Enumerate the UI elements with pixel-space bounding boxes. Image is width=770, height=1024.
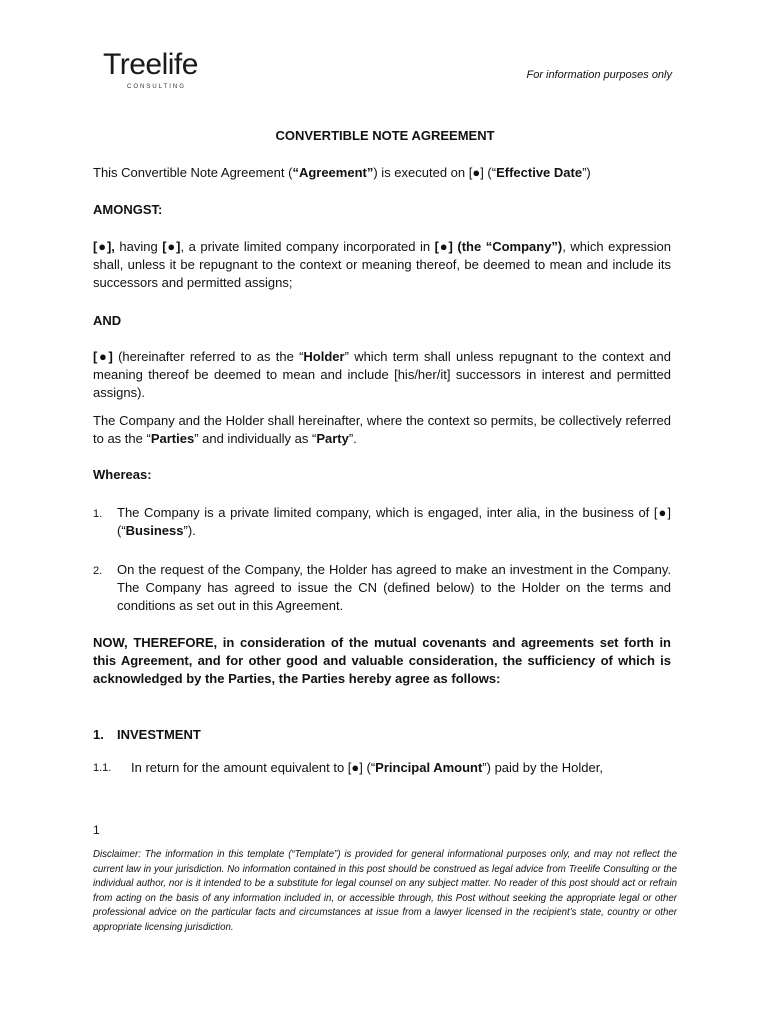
intro-text-a: This Convertible Note Agreement ( [93,165,293,180]
logo-text: Treelife [103,48,198,81]
amongst-heading: AMONGST: [93,202,163,217]
clause-1-1-text-a: In return for the amount equivalent to [●] (“ [131,760,376,775]
page-number: 1 [93,823,100,837]
recital-1-text-c: ”). [183,523,196,538]
parties-text-e: ”. [348,431,357,446]
party1-placeholder: [●], [93,239,115,254]
recital-2-number: 2. [93,565,103,577]
intro-text-e: ”) [582,165,591,180]
whereas-heading: Whereas: [93,467,152,482]
section-1-number: 1. [93,727,104,742]
party1-company-term: [●] (the “Company”) [434,239,563,254]
intro-effective-date-term: Effective Date [496,165,583,180]
party2-placeholder: [●] [93,349,113,364]
info-note: For information purposes only [526,69,672,81]
party2-paragraph [93,348,671,402]
principal-amount-term: Principal Amount [375,760,483,775]
and-heading: AND [93,313,122,328]
party1-text-b: having [114,239,163,254]
recital-2-text: On the request of the Company, the Holder has agreed to make an investment in the Company. The Company has agreed to issue the CN (defined below) to the Holder on the terms and conditions as set out in this Agreement. [117,562,671,613]
party1-paragraph [93,238,671,292]
clause-1-1-text [131,759,671,777]
party1-placeholder-2: [●] [162,239,181,254]
treelife-logo [103,50,223,94]
intro-agreement-term: “Agreement” [292,165,374,180]
recital-1-text-a: The Company is a private limited company, which is engaged, inter alia, in the business of [●] (“ [117,505,671,538]
party1-text-f: , which expression shall, unless it be repugnant to the context or meaning thereof, be deemed to mean and include its successors and permitted assigns; [93,239,671,290]
party2-text-b: (hereinafter referred to as the “ [112,349,304,364]
parties-text-a: The Company and the Holder shall hereinafter, where the context so permits, be collectively referred to as the “ [93,413,671,446]
disclaimer: Disclaimer: The information in this template (“Template”) is provided for general informational purposes only, and may not reflect the current law in your jurisdiction. No information contained in this post should be construed as legal advice from Treelife Consulting or the individual author, nor is it intended to be a substitute for legal counsel on any subject matter. No reader of this post should act or refrain from acting on the basis of any information included in, or accessible through, this Post without seeking the appropriate legal or other professional advice on the particular facts and circumstances at issue from a lawyer licensed in the recipient’s state, country or other appropriate licensing jurisdiction. [93,849,677,933]
recital-1-text [117,504,671,540]
intro-text-c: ) is executed on [●] (“ [373,165,497,180]
intro-paragraph [93,164,671,182]
now-therefore-paragraph: NOW, THEREFORE, in consideration of the mutual covenants and agreements set forth in this Agreement, and for other good and valuable consideration, the sufficiency of which is acknowledged by the Parties, the Parties hereby agree as follows: [93,635,671,686]
parties-paragraph [93,412,671,448]
party2-holder-term: Holder [303,349,345,364]
recital-1-business-term: Business [125,523,184,538]
recital-1-number: 1. [93,508,103,520]
clause-1-1-number: 1.1. [93,762,112,774]
party-term: Party [316,431,349,446]
logo-subtitle: CONSULTING [127,84,186,90]
section-1-title: INVESTMENT [117,727,201,742]
document-title: CONVERTIBLE NOTE AGREEMENT [275,128,495,143]
clause-1-1-text-c: ”) paid by the Holder, [482,760,603,775]
party2-text-d: ” which term shall unless repugnant to the context and meaning thereof be deemed to mean and include [his/her/it] successors in interest and permitted assigns). [93,349,671,400]
parties-term: Parties [150,431,195,446]
party1-text-d: , a private limited company incorporated in [180,239,435,254]
parties-text-c: ” and individually as “ [194,431,317,446]
